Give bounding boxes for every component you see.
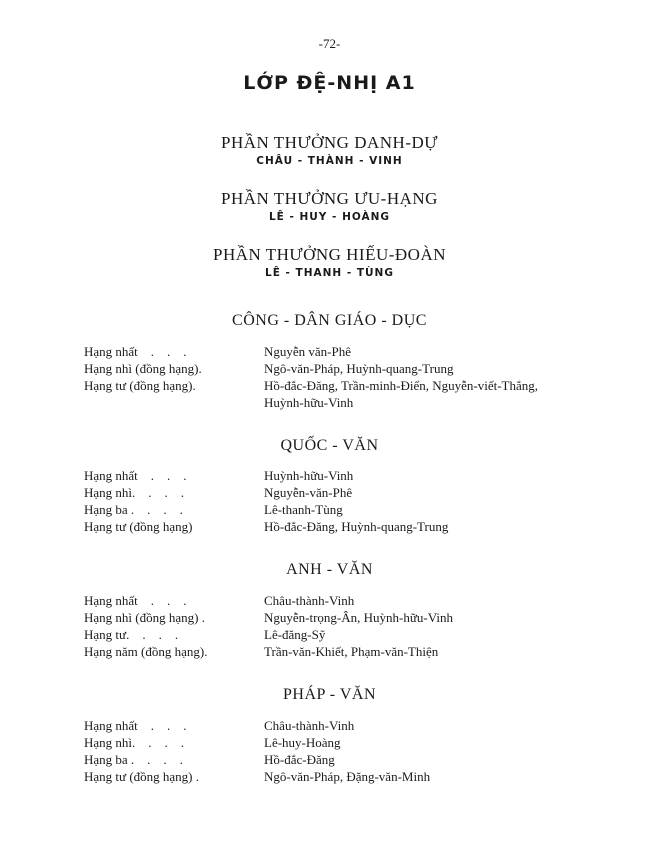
class-title: LỚP ĐỆ-NHỊ A1: [243, 72, 416, 94]
award-excellence: [0, 189, 659, 225]
rank-row: [84, 467, 564, 484]
rank-row: [84, 609, 564, 626]
rank-label: Hạng nhì (đồng hạng).: [84, 361, 202, 376]
award-filial: [0, 245, 659, 281]
rank-label: Hạng ba . . . .: [84, 752, 183, 767]
rank-label: Hạng nhì (đồng hạng) .: [84, 610, 205, 625]
rank-list-civics: [84, 343, 564, 411]
rank-label: Hạng nhất . . .: [84, 468, 187, 483]
rank-label: Hạng nhì. . . .: [84, 735, 185, 750]
rank-row: [84, 768, 564, 785]
rank-row: [84, 734, 564, 751]
award-name: PHẦN THƯỞNG HIẾU-ĐOÀN: [212, 245, 447, 264]
rank-label: Hạng tư (đồng hạng): [84, 519, 193, 534]
rank-names: Ngô-văn-Pháp, Đặng-văn-Minh: [264, 769, 431, 784]
subject-title-vietnamese: QUỐC - VĂN: [280, 437, 379, 454]
rank-names: Hồ-đắc-Đăng: [264, 752, 335, 767]
rank-row: [84, 751, 564, 768]
rank-label: Hạng năm (đồng hạng).: [84, 644, 208, 659]
rank-names: Châu-thành-Vinh: [264, 718, 355, 733]
rank-label: Hạng nhất . . .: [84, 593, 187, 608]
award-honor: [0, 133, 659, 169]
rank-names: Nguyễn văn-Phê: [264, 344, 352, 359]
award-name: PHẦN THƯỞNG DANH-DỰ: [221, 133, 438, 152]
rank-label: Hạng tư. . . .: [84, 627, 179, 642]
rank-row: [84, 518, 564, 535]
rank-names: Hồ-đắc-Đăng, Trần-minh-Điển, Nguyễn-viết-Thắng, Huỳnh-hữu-Vinh: [264, 378, 539, 410]
rank-row: [84, 717, 564, 734]
subject-title-french: PHÁP - VĂN: [282, 686, 376, 703]
rank-names: Hồ-đắc-Đăng, Huỳnh-quang-Trung: [264, 519, 449, 534]
rank-label: Hạng nhất . . .: [84, 344, 187, 359]
rank-label: Hạng nhì. . . .: [84, 485, 185, 500]
rank-list-vietnamese: [84, 467, 564, 535]
rank-names: Nguyễn-trọng-Ân, Huỳnh-hữu-Vinh: [264, 610, 453, 625]
subject-title-english: ANH - VĂN: [286, 561, 373, 578]
rank-list-french: [84, 717, 564, 785]
award-name: PHẦN THƯỞNG ƯU-HẠNG: [221, 189, 438, 208]
rank-row: [84, 626, 564, 643]
rank-row: [84, 643, 564, 660]
award-winner: LÊ - THANH - TÙNG: [265, 267, 394, 279]
rank-row: [84, 484, 564, 501]
rank-names: Trần-văn-Khiết, Phạm-văn-Thiện: [264, 644, 439, 659]
award-winner: LÊ - HUY - HOÀNG: [268, 211, 391, 223]
rank-row: [84, 592, 564, 609]
rank-names: Châu-thành-Vinh: [264, 593, 355, 608]
award-winner: CHÂU - THÀNH - VINH: [256, 155, 403, 167]
page-number: -72-: [318, 36, 341, 51]
rank-names: Lê-huy-Hoàng: [264, 735, 341, 750]
rank-row: [84, 360, 564, 377]
rank-row: [84, 501, 564, 518]
rank-names: Ngô-văn-Pháp, Huỳnh-quang-Trung: [264, 361, 454, 376]
rank-names: Huỳnh-hữu-Vinh: [264, 468, 354, 483]
rank-label: Hạng nhất . . .: [84, 718, 187, 733]
rank-names: Nguyễn-văn-Phê: [264, 485, 353, 500]
rank-label: Hạng ba . . . .: [84, 502, 183, 517]
rank-label: Hạng tư (đồng hạng) .: [84, 769, 199, 784]
subject-title-civics: CÔNG - DÂN GIÁO - DỤC: [232, 312, 427, 329]
rank-names: Lê-đăng-Sỹ: [264, 627, 326, 642]
rank-names: Lê-thanh-Tùng: [264, 502, 343, 517]
rank-label: Hạng tư (đồng hạng).: [84, 378, 196, 393]
rank-row: [84, 343, 564, 360]
rank-list-english: [84, 592, 564, 660]
rank-row: [84, 377, 564, 411]
